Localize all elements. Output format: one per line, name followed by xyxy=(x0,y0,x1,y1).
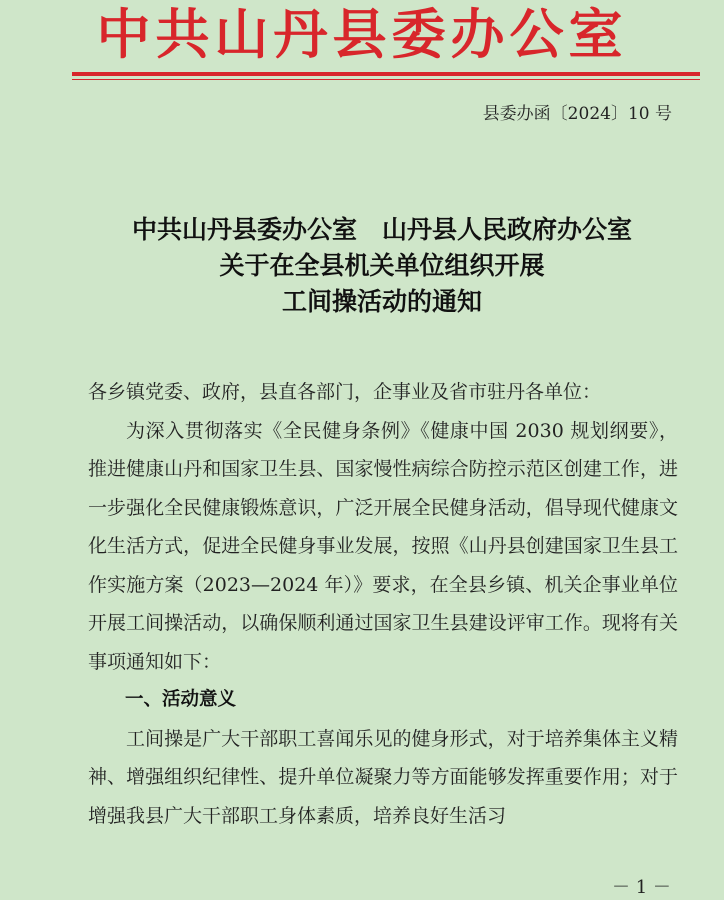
red-separator-thin xyxy=(72,79,700,80)
salutation: 各乡镇党委、政府，县直各部门，企事业及省市驻丹各单位： xyxy=(88,381,602,403)
page-number: － 1 － xyxy=(612,877,671,898)
red-separator-thick xyxy=(72,72,700,76)
paragraph-intro: 为深入贯彻落实《全民健身条例》《健康中国 2030 规划纲要》，推进健康山丹和国家卫生县、国家慢性病综合防控示范区创建工作，进一步强化全民健康锻炼意识，广泛开展全民健身活动，倡导现代健康文化生活方式，促进全民健身事业发展，按照《山丹县创建国家卫生县工作实施方案（2023—2024 年）》要求，在全县乡镇、机关企事业单位开展工间操活动，以确保顺利通过国家卫生县建设评审工作。现将有关事项通知如下： xyxy=(88,419,678,673)
document-title xyxy=(0,212,724,320)
title-line-2: 关于在全县机关单位组织开展 xyxy=(219,251,545,280)
section-heading-1: 一、活动意义 xyxy=(125,689,237,710)
issuing-organization-header: 中共山丹县委办公室 xyxy=(96,2,628,66)
document-body xyxy=(88,373,678,835)
title-line-1: 中共山丹县委办公室 山丹县人民政府办公室 xyxy=(131,215,632,244)
title-line-3: 工间操活动的通知 xyxy=(281,287,482,316)
document-number: 县委办函〔2024〕10 号 xyxy=(482,104,672,124)
paragraph-activity-significance: 工间操是广大干部职工喜闻乐见的健身形式，对于培养集体主义精神、增强组织纪律性、提升单位凝聚力等方面能够发挥重要作用；对于增强我县广大干部职工身体素质，培养良好生活习 xyxy=(88,727,678,827)
